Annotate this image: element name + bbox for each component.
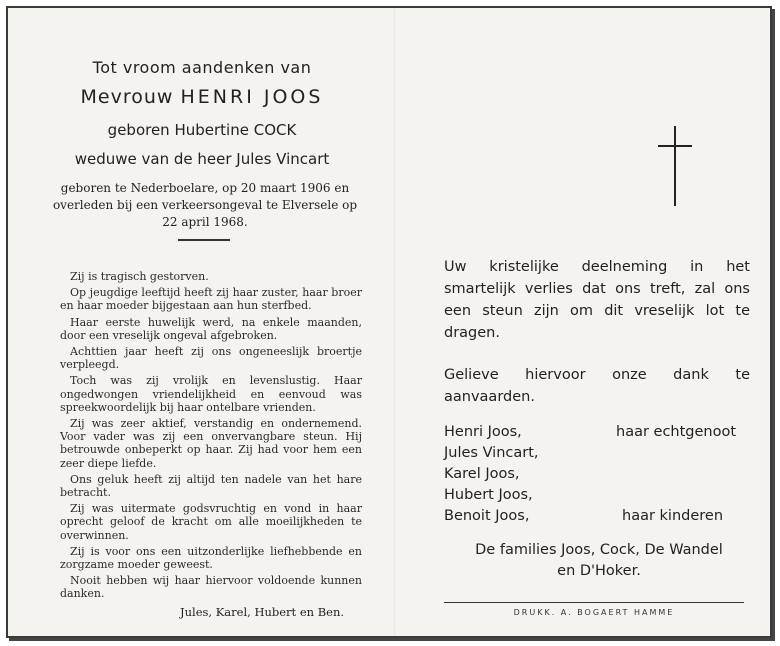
- heading-dedication: Tot vroom aandenken van: [92, 58, 312, 77]
- family-row: [444, 464, 754, 485]
- family-name: Henri Joos,: [444, 424, 522, 440]
- family-list: [444, 422, 754, 527]
- birth-death-dates: geboren te Nederboelare, op 20 maart 1906 en overleden bij een verkeersongeval te Elversele op 22 april 1968.: [52, 181, 358, 229]
- eulogy-text: [60, 270, 362, 604]
- family-row: [444, 422, 754, 443]
- family-row: [444, 485, 754, 506]
- eulogy-paragraph: Ons geluk heeft zij altijd ten nadele van het hare betracht.: [60, 472, 362, 500]
- eulogy-paragraph: Zij is voor ons een uitzonderlijke liefhebbende en zorgzame moeder geweest.: [60, 544, 362, 572]
- family-relation: haar echtgenoot: [616, 424, 737, 440]
- eulogy-signature: Jules, Karel, Hubert en Ben.: [180, 605, 345, 619]
- memorial-card: [6, 6, 772, 638]
- right-panel: [396, 8, 770, 636]
- thanks-paragraph: Uw kristelijke deelneming in het smartelijk verlies dat ons treft, zal ons een steun zijn om dit vreselijk lot te dragen.: [444, 259, 750, 341]
- eulogy-paragraph: Zij was uitermate godsvruchtig en vond in haar oprecht geloof de kracht om alle moeilijkheden te overwinnen.: [60, 502, 362, 542]
- family-name: Benoit Joos,: [444, 508, 530, 524]
- latin-cross-icon: [658, 126, 692, 206]
- families-line: en D'Hoker.: [557, 563, 641, 579]
- heading-title: Mevrouw: [80, 86, 174, 108]
- eulogy-paragraph: Toch was zij vrolijk en levenslustig. Haar ongedwongen vriendelijkheid en eenvoud was spreekwoordelijk bij haar ontelbare vrienden.: [60, 374, 362, 414]
- family-name: Hubert Joos,: [444, 487, 533, 503]
- eulogy-paragraph: Achttien jaar heeft zij ons ongeneeslijk broertje verpleegd.: [60, 345, 362, 372]
- divider: [444, 602, 744, 603]
- family-name: Karel Joos,: [444, 466, 520, 482]
- eulogy-paragraph: Haar eerste huwelijk werd, na enkele maanden, door een vreselijk ongeval afgebroken.: [60, 315, 362, 342]
- heading-deceased-name: [8, 86, 396, 108]
- eulogy-paragraph: Zij is tragisch gestorven.: [70, 270, 209, 283]
- printer-imprint: DRUKK. A. BOGAERT HAMME: [513, 608, 675, 617]
- family-name: Jules Vincart,: [444, 445, 539, 461]
- family-relation: haar kinderen: [622, 508, 724, 524]
- heading-name: HENRI JOOS: [180, 86, 324, 108]
- family-row: [444, 506, 754, 527]
- eulogy-paragraph: Zij was zeer aktief, verstandig en ondernemend. Voor vader was zij een onvervangbare steun. Hij betrouwde onbeperkt op haar. Zij had voor hem een zeer diepe liefde.: [60, 417, 362, 470]
- family-row: [444, 443, 754, 464]
- heading-widow: weduwe van de heer Jules Vincart: [74, 150, 330, 168]
- divider: [178, 239, 230, 241]
- extended-families: [444, 540, 754, 582]
- eulogy-paragraph: Op jeugdige leeftijd heeft zij haar zuster, haar broer en haar moeder bijgestaan aan hun sterfbed.: [60, 286, 362, 313]
- families-line: De families Joos, Cock, De Wandel: [475, 542, 723, 558]
- heading-born: geboren Hubertine COCK: [107, 121, 297, 139]
- eulogy-paragraph: Nooit hebben wij haar hiervoor voldoende kunnen danken.: [60, 574, 362, 601]
- left-panel: [8, 8, 396, 636]
- gratitude-paragraph: Gelieve hiervoor onze dank te aanvaarden.: [444, 367, 750, 405]
